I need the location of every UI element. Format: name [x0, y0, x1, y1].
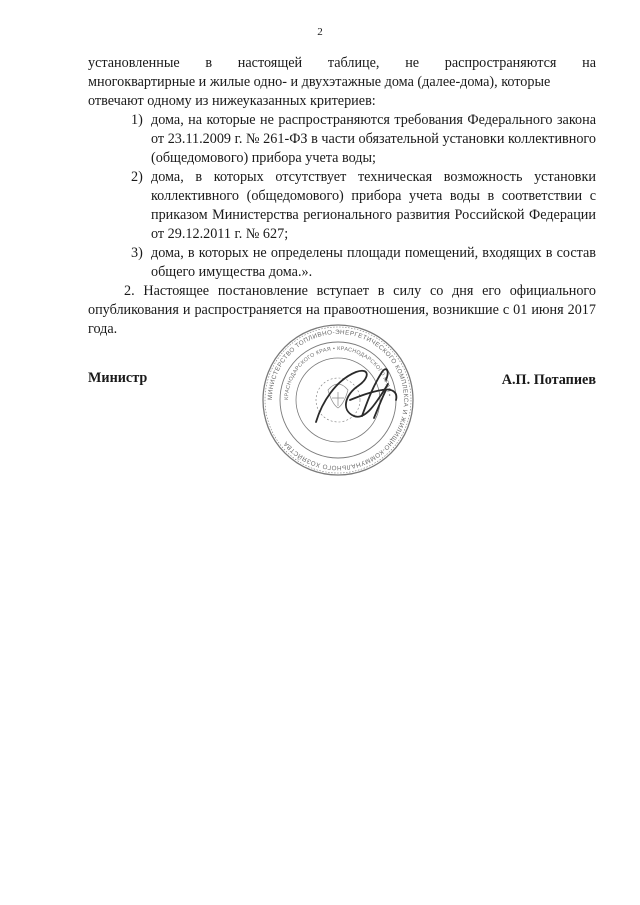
criteria-list-item	[88, 244, 596, 282]
list-item-number: 1)	[131, 112, 143, 128]
list-item-text: дома, в которых не определены площади помещений, входящих в состав общего имущества дома.».	[151, 245, 596, 280]
page-number: 2	[317, 26, 323, 38]
paragraph-line: многоквартирные и жилые одно- и двухэтажные дома (далее-дома), которые	[88, 74, 551, 90]
criteria-list-item	[88, 168, 596, 244]
document-body	[88, 54, 596, 339]
signatory-name: А.П. Потапиев	[501, 372, 596, 388]
list-item-number: 2)	[131, 169, 143, 185]
seal-inner-text: КРАСНОДАРСКОГО КРАЯ • КРАСНОДАРСКОГО КРАЯ •	[283, 345, 392, 401]
seal-outer-text: МИНИСТЕРСТВО ТОПЛИВНО-ЭНЕРГЕТИЧЕСКОГО КОМПЛЕКСА И ЖИЛИЩНО-КОММУНАЛЬНОГО ХОЗЯЙСТВА	[266, 328, 410, 472]
list-item-text: дома, в которых отсутствует техническая возможность установки коллективного (общедомового) прибора учета воды в соответствии с приказом Министерства регионального развития Российской Федерации от 29.12.2011 г. № 627;	[151, 169, 596, 242]
official-seal	[258, 320, 418, 480]
list-item-text: дома, на которые не распространяются требования Федерального закона от 23.11.2009 г. № 261-ФЗ в части обязательной установки коллективного (общедомового) прибора учета воды;	[151, 112, 596, 166]
paragraph-continuation	[88, 54, 596, 111]
paragraph-line: установленные в настоящей таблице, не распространяются на	[88, 55, 596, 71]
paragraph-line: отвечают одному из нижеуказанных критериев:	[88, 93, 376, 109]
paragraph-effective-date: 2. Настоящее постановление вступает в силу со дня его официального опубликования и распространяется на правоотношения, возникшие с 01 июня 2017 года.	[88, 283, 596, 337]
signature-block	[88, 364, 596, 394]
criteria-list-item	[88, 111, 596, 168]
list-item-number: 3)	[131, 245, 143, 261]
signatory-title: Министр	[88, 370, 148, 386]
